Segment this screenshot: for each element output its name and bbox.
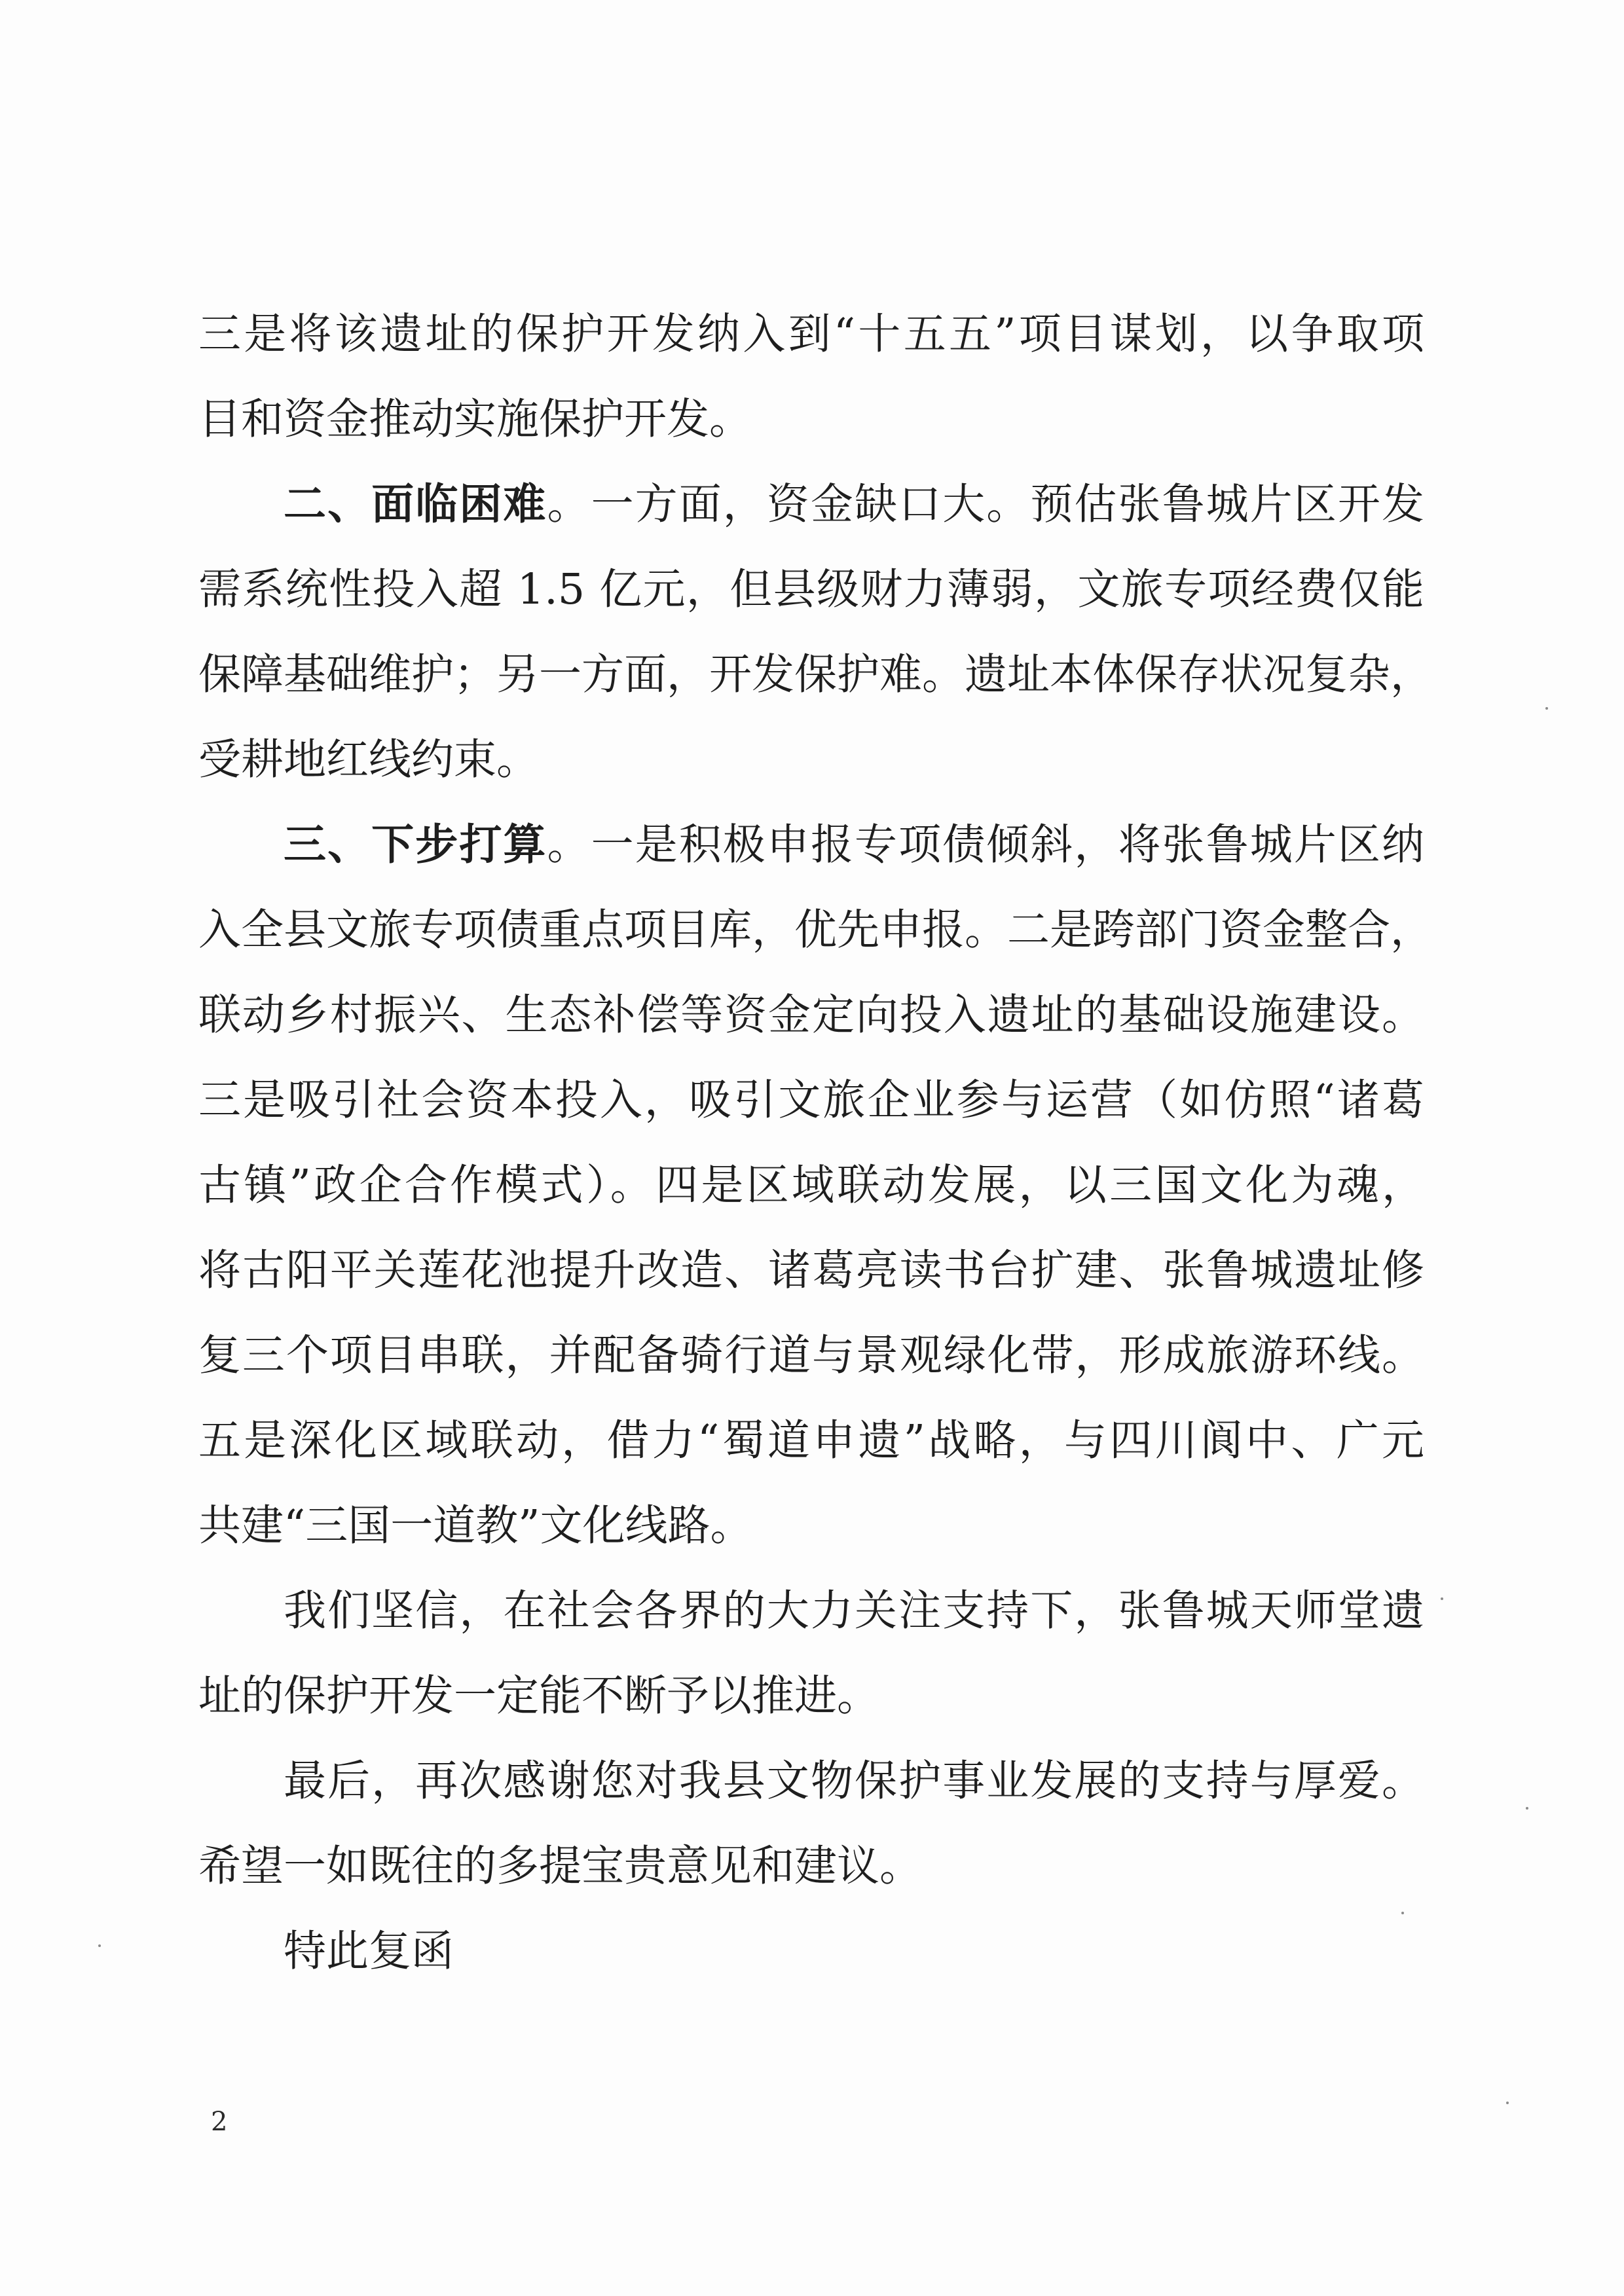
paragraph-3-line-9: 共建“三国一道教”文化线路。 — [198, 1501, 753, 1550]
paragraph-5-line-1: 最后，再次感谢您对我县文物保护事业发展的支持与厚爱。 — [284, 1757, 1424, 1806]
paragraph-2-line-1-text: 。一方面，资金缺口大。预估张鲁城片区开发 — [547, 480, 1424, 529]
paragraph-3-line-5: 古镇”政企合作模式）。四是区域联动发展，以三国文化为魂， — [198, 1161, 1424, 1210]
scan-speck — [1545, 707, 1548, 710]
paragraph-4-line-1: 我们坚信，在社会各界的大力关注支持下，张鲁城天师堂遗 — [284, 1586, 1424, 1635]
paragraph-3-line-6: 将古阳平关莲花池提升改造、诸葛亮读书台扩建、张鲁城遗址修 — [198, 1246, 1424, 1295]
paragraph-3-line-4: 三是吸引社会资本投入，吸引文旅企业参与运营（如仿照“诸葛 — [198, 1076, 1424, 1125]
paragraph-4-line-2: 址的保护开发一定能不断予以推进。 — [198, 1671, 880, 1721]
scan-speck — [1506, 2102, 1509, 2104]
closing-phrase: 特此复函 — [284, 1927, 454, 1976]
scan-speck — [1441, 1597, 1443, 1600]
paragraph-1-line-2: 目和资金推动实施保护开发。 — [198, 395, 752, 444]
paragraph-3-line-1 — [284, 803, 1424, 888]
paragraph-2-line-1 — [284, 462, 1424, 547]
paragraph-1-line-1: 三是将该遗址的保护开发纳入到“十五五”项目谋划，以争取项 — [198, 310, 1424, 359]
paragraph-3-line-7: 复三个项目串联，并配备骑行道与景观绿化带，形成旅游环线。 — [198, 1331, 1424, 1380]
scan-speck — [98, 1944, 101, 1947]
paragraph-3-line-8: 五是深化区域联动，借力“蜀道申遗”战略，与四川阆中、广元 — [198, 1416, 1424, 1465]
paragraph-3-line-2: 入全县文旅专项债重点项目库，优先申报。二是跨部门资金整合， — [198, 905, 1433, 955]
scan-speck — [1526, 1807, 1528, 1810]
section-heading-next-steps: 三、下步打算 — [284, 820, 547, 869]
paragraph-2-line-2: 需系统性投入超 1.5 亿元，但县级财力薄弱，文旅专项经费仅能 — [198, 565, 1424, 614]
section-heading-difficulties: 二、面临困难 — [284, 480, 547, 529]
paragraph-5-line-2: 希望一如既往的多提宝贵意见和建议。 — [198, 1842, 923, 1891]
paragraph-2-line-3: 保障基础维护；另一方面，开发保护难。遗址本体保存状况复杂， — [198, 650, 1433, 699]
page-number: 2 — [211, 2107, 228, 2137]
paragraph-2-line-4: 受耕地红线约束。 — [198, 735, 540, 784]
scan-speck — [1401, 1912, 1404, 1914]
paragraph-3-line-3: 联动乡村振兴、生态补偿等资金定向投入遗址的基础设施建设。 — [198, 991, 1424, 1040]
paragraph-3-line-1-text: 。一是积极申报专项债倾斜，将张鲁城片区纳 — [547, 820, 1424, 869]
